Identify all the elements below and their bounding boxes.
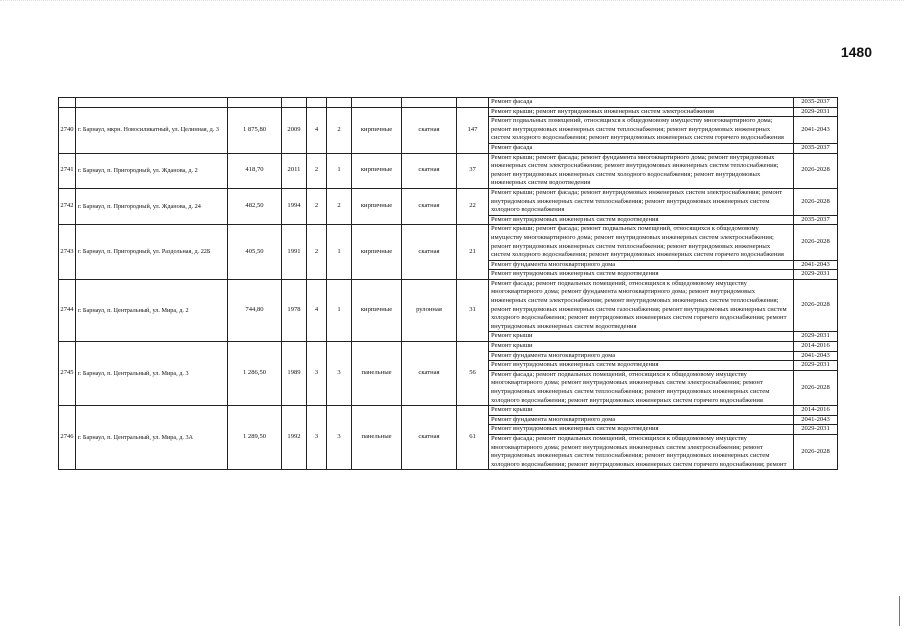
work-period: 2026-2028 bbox=[794, 370, 838, 405]
roof-type: скатная bbox=[402, 225, 457, 280]
roof-type: скатная bbox=[402, 153, 457, 188]
house-number: 2744 bbox=[59, 279, 76, 341]
apartment-count: 147 bbox=[457, 107, 489, 153]
floor-count: 4 bbox=[307, 279, 327, 341]
house-area: 482,50 bbox=[228, 188, 282, 224]
table-body bbox=[59, 98, 838, 470]
work-description: Ремонт внутридомовых инженерных систем водоотведения bbox=[489, 361, 794, 371]
cell-empty bbox=[282, 98, 307, 108]
cell-empty bbox=[307, 98, 327, 108]
house-address: г. Барнаул, мкрн. Новосиликатный, ул. Целинная, д. 3 bbox=[76, 107, 228, 153]
work-period: 2041-2043 bbox=[794, 117, 838, 144]
work-period: 2029-2031 bbox=[794, 107, 838, 117]
entrance-count: 2 bbox=[327, 107, 352, 153]
house-address: г. Барнаул, п. Центральный, ул. Мира, д. 3 bbox=[76, 342, 228, 406]
work-description: Ремонт фасада; ремонт подвальных помещений, относящихся к общедомовому имуществу многоквартирного дома; ремонт фундамента многоквартирного дома; ремонт внутридомовых инженерных систем электроснабжения; ремонт внутридомовых инженерных систем теплоснабжения; ремонт внутридомовых инженерных систем газоснабжения; ремонт внутридомовых инженерных систем холодного водоснабжения; ремонт внутридомовых инженерных систем горячего водоснабжения; ремонт внутридомовых инженерных систем водоотведения bbox=[489, 279, 794, 332]
apartment-count: 22 bbox=[457, 188, 489, 224]
house-area: 744,80 bbox=[228, 279, 282, 341]
work-period: 2026-2028 bbox=[794, 153, 838, 188]
work-period: 2041-2043 bbox=[794, 415, 838, 425]
apartment-count: 37 bbox=[457, 153, 489, 188]
work-period: 2029-2031 bbox=[794, 425, 838, 435]
entrance-count: 1 bbox=[327, 279, 352, 341]
apartment-count: 61 bbox=[457, 406, 489, 470]
build-year: 1994 bbox=[282, 188, 307, 224]
work-period: 2035-2037 bbox=[794, 215, 838, 225]
work-description: Ремонт крыши; ремонт фасада; ремонт внутридомовых инженерных систем электроснабжения; ремонт внутридомовых инженерных систем теплоснабжения; ремонт внутридомовых инженерных систем холодного водоснабжения bbox=[489, 188, 794, 215]
wall-material: панельные bbox=[352, 342, 402, 406]
wall-material: кирпичные bbox=[352, 107, 402, 153]
build-year: 1991 bbox=[282, 225, 307, 280]
table-row bbox=[59, 342, 838, 352]
build-year: 1978 bbox=[282, 279, 307, 341]
roof-type: скатная bbox=[402, 107, 457, 153]
roof-type: рулонная bbox=[402, 279, 457, 341]
floor-count: 3 bbox=[307, 342, 327, 406]
floor-count: 3 bbox=[307, 406, 327, 470]
floor-count: 4 bbox=[307, 107, 327, 153]
wall-material: кирпичные bbox=[352, 225, 402, 280]
house-number: 2742 bbox=[59, 188, 76, 224]
apartment-count: 56 bbox=[457, 342, 489, 406]
work-description: Ремонт крыши; ремонт фасада; ремонт фундамента многоквартирного дома; ремонт внутридомовых инженерных систем электроснабжения; ремонт внутридомовых инженерных систем теплоснабжения; ремонт внутридомовых инженерных систем холодного водоснабжения; ремонт внутридомовых инженерных систем водоотведения bbox=[489, 153, 794, 188]
work-description: Ремонт фундамента многоквартирного дома bbox=[489, 260, 794, 270]
work-period: 2026-2028 bbox=[794, 434, 838, 469]
scan-artifact-line bbox=[0, 0, 904, 9]
build-year: 1989 bbox=[282, 342, 307, 406]
floor-count: 2 bbox=[307, 188, 327, 224]
table-row-top bbox=[59, 98, 838, 108]
work-description: Ремонт фундамента многоквартирного дома bbox=[489, 351, 794, 361]
house-address: г. Барнаул, п. Пригородный, ул. Раздольная, д. 22Б bbox=[76, 225, 228, 280]
house-address: г. Барнаул, п. Пригородный, ул. Жданова, д. 24 bbox=[76, 188, 228, 224]
work-description: Ремонт внутридомовых инженерных систем водоотведения bbox=[489, 425, 794, 435]
repair-schedule-table bbox=[58, 97, 838, 470]
house-address: г. Барнаул, п. Центральный, ул. Мира, д. 2 bbox=[76, 279, 228, 341]
scan-edge-mark bbox=[899, 596, 900, 626]
page-number: 1480 bbox=[840, 44, 872, 60]
entrance-count: 1 bbox=[327, 153, 352, 188]
apartment-count: 31 bbox=[457, 279, 489, 341]
work-description: Ремонт фасада; ремонт подвальных помещений, относящихся к общедомовому имуществу многоквартирного дома; ремонт внутридомовых инженерных систем электроснабжения; ремонт внутридомовых инженерных систем теплоснабжения; ремонт внутридомовых инженерных систем холодного водоснабжения; ремонт внутридомовых инженерных систем горячего водоснабжения; ремонт bbox=[489, 434, 794, 469]
work-period: 2026-2028 bbox=[794, 279, 838, 332]
build-year: 1992 bbox=[282, 406, 307, 470]
work-period: 2014-2016 bbox=[794, 342, 838, 352]
work-period: 2029-2031 bbox=[794, 361, 838, 371]
floor-count: 2 bbox=[307, 225, 327, 280]
house-number: 2743 bbox=[59, 225, 76, 280]
table-row bbox=[59, 107, 838, 117]
cell-empty bbox=[59, 98, 76, 108]
roof-type: скатная bbox=[402, 406, 457, 470]
work-description: Ремонт крыши; ремонт фасада; ремонт подвальных помещений, относящихся к общедомовому имуществу многоквартирного дома; ремонт внутридомовых инженерных систем электроснабжения; ремонт внутридомовых инженерных систем теплоснабжения; ремонт внутридомовых инженерных систем холодного водоснабжения; ремонт внутридомовых инженерных систем горячего водоснабжения bbox=[489, 225, 794, 260]
work-description: Ремонт крыши; ремонт внутридомовых инженерных систем электроснабжения bbox=[489, 107, 794, 117]
cell-empty bbox=[228, 98, 282, 108]
house-area: 1 875,80 bbox=[228, 107, 282, 153]
table-row bbox=[59, 153, 838, 188]
cell-empty bbox=[327, 98, 352, 108]
work-description: Ремонт фундамента многоквартирного дома bbox=[489, 415, 794, 425]
wall-material: панельные bbox=[352, 406, 402, 470]
work-period: 2014-2016 bbox=[794, 406, 838, 416]
entrance-count: 3 bbox=[327, 406, 352, 470]
apartment-count: 21 bbox=[457, 225, 489, 280]
house-area: 418,70 bbox=[228, 153, 282, 188]
house-area: 1 289,50 bbox=[228, 406, 282, 470]
table-row bbox=[59, 188, 838, 215]
entrance-count: 3 bbox=[327, 342, 352, 406]
entrance-count: 1 bbox=[327, 225, 352, 280]
work-period: 2026-2028 bbox=[794, 225, 838, 260]
work-description: Ремонт внутридомовых инженерных систем водоотведения bbox=[489, 270, 794, 280]
wall-material: кирпичные bbox=[352, 188, 402, 224]
work-description: Ремонт внутридомовых инженерных систем водоотведения bbox=[489, 215, 794, 225]
work-description: Ремонт крыши bbox=[489, 406, 794, 416]
house-area: 405,50 bbox=[228, 225, 282, 280]
work-period: 2026-2028 bbox=[794, 188, 838, 215]
work-description: Ремонт фасада; ремонт подвальных помещений, относящихся к общедомовому имуществу многоквартирного дома; ремонт внутридомовых инженерных систем электроснабжения; ремонт внутридомовых инженерных систем теплоснабжения; ремонт внутридомовых инженерных систем холодного водоснабжения; ремонт внутридомовых инженерных систем горячего водоснабжения bbox=[489, 370, 794, 405]
work-description: Ремонт фасада bbox=[489, 143, 794, 153]
roof-type: скатная bbox=[402, 188, 457, 224]
work-period: 2029-2031 bbox=[794, 332, 838, 342]
entrance-count: 2 bbox=[327, 188, 352, 224]
cell-empty bbox=[352, 98, 402, 108]
work-period: 2035-2037 bbox=[794, 143, 838, 153]
work-period: 2041-2043 bbox=[794, 351, 838, 361]
house-number: 2741 bbox=[59, 153, 76, 188]
build-year: 2011 bbox=[282, 153, 307, 188]
house-address: г. Барнаул, п. Пригородный, ул. Жданова, д. 2 bbox=[76, 153, 228, 188]
table-row bbox=[59, 279, 838, 332]
floor-count: 2 bbox=[307, 153, 327, 188]
build-year: 2009 bbox=[282, 107, 307, 153]
house-number: 2740 bbox=[59, 107, 76, 153]
house-area: 1 286,50 bbox=[228, 342, 282, 406]
house-number: 2746 bbox=[59, 406, 76, 470]
work-description: Ремонт подвальных помещений, относящихся к общедомовому имуществу многоквартирного дома; ремонт внутридомовых инженерных систем теплоснабжения; ремонт внутридомовых инженерных систем холодного водоснабжения; ремонт внутридомовых инженерных систем горячего водоснабжения bbox=[489, 117, 794, 144]
work-description: Ремонт фасада bbox=[489, 98, 794, 108]
cell-empty bbox=[76, 98, 228, 108]
work-period: 2041-2043 bbox=[794, 260, 838, 270]
work-period: 2029-2031 bbox=[794, 270, 838, 280]
table-row bbox=[59, 406, 838, 416]
wall-material: кирпичные bbox=[352, 153, 402, 188]
wall-material: кирпичные bbox=[352, 279, 402, 341]
roof-type: скатная bbox=[402, 342, 457, 406]
house-address: г. Барнаул, п. Центральный, ул. Мира, д. 3А bbox=[76, 406, 228, 470]
work-period: 2035-2037 bbox=[794, 98, 838, 108]
house-number: 2745 bbox=[59, 342, 76, 406]
work-description: Ремонт крыши bbox=[489, 332, 794, 342]
work-description: Ремонт крыши bbox=[489, 342, 794, 352]
table-row bbox=[59, 225, 838, 260]
cell-empty bbox=[457, 98, 489, 108]
cell-empty bbox=[402, 98, 457, 108]
